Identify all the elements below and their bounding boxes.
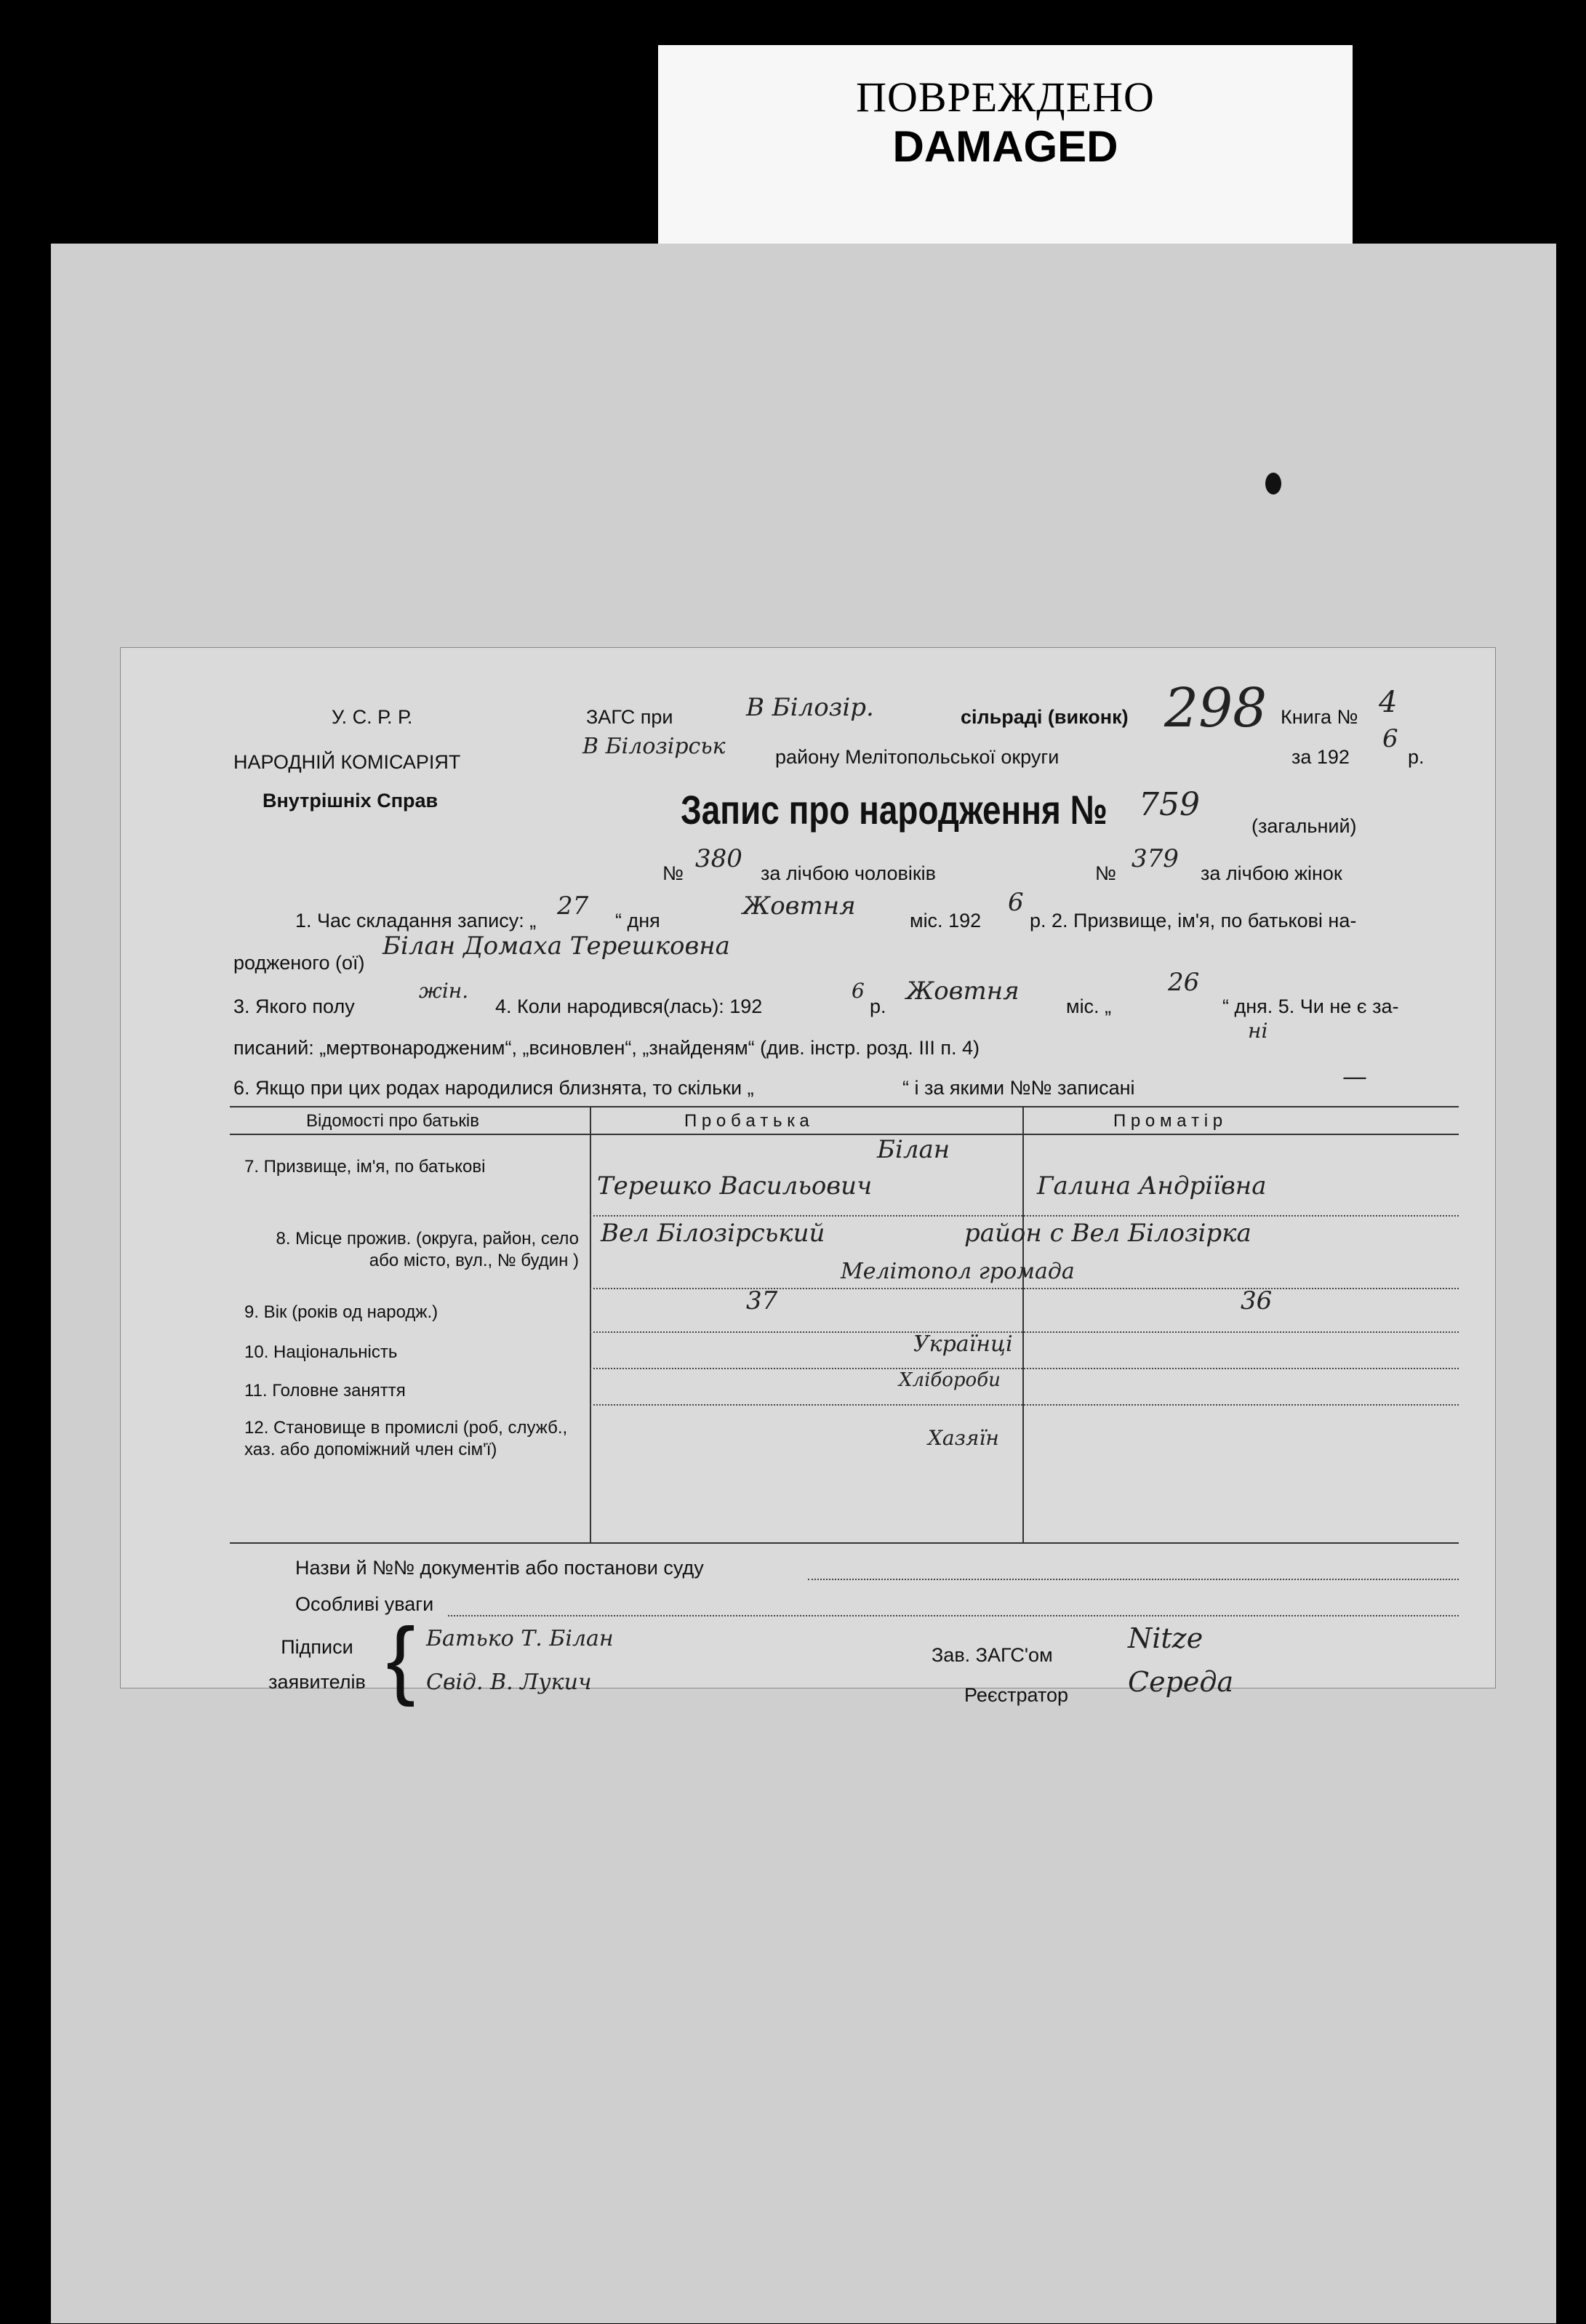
- table-top-rule: [230, 1106, 1459, 1107]
- record-month: Жовтня: [742, 891, 856, 921]
- year-prefix: за 192: [1291, 746, 1350, 768]
- mother-name: Галина Андріївна: [1037, 1171, 1267, 1201]
- record-year: 6: [1008, 888, 1024, 917]
- district-handwritten: В Білозірськ: [582, 734, 726, 759]
- status-value: Хазяїн: [928, 1426, 999, 1450]
- line3-year-suffix: р.: [870, 995, 886, 1017]
- residence-community: Мелітопол громада: [841, 1259, 1075, 1284]
- signature-father: Батько Т. Білан: [426, 1626, 614, 1651]
- birth-day: 26: [1168, 968, 1200, 997]
- line5-twins-label: 6. Якщо при цих родах народилися близнята, то скільки „: [233, 1077, 754, 1099]
- line5-numbers-label: “ і за якими №№ записані: [902, 1077, 1135, 1099]
- head-zags-signature: Nitze: [1128, 1622, 1203, 1654]
- table-head-info: Відомості про батьків: [306, 1111, 479, 1131]
- line1-day-label: “ дня: [615, 910, 660, 931]
- birth-year: 6: [852, 979, 865, 1003]
- registrar-label: Реєстратор: [964, 1684, 1069, 1706]
- table-head-father: П р о б а т ь к а: [684, 1111, 809, 1131]
- male-count: 380: [695, 844, 742, 873]
- signature-witness: Свід. В. Лукич: [426, 1670, 592, 1695]
- table-col-rule: [1022, 1106, 1024, 1542]
- female-no-label: №: [1095, 862, 1116, 884]
- table-head-mother: П р о м а т і р: [1113, 1111, 1223, 1131]
- female-count-label: за лічбою жінок: [1201, 862, 1342, 884]
- book-number-handwritten: 298: [1164, 677, 1267, 740]
- zags-label: ЗАГС при: [586, 706, 673, 728]
- mother-residence: район с Вел Білозірка: [964, 1219, 1251, 1248]
- record-number: 759: [1139, 786, 1200, 823]
- line3-day-label: “ дня. 5. Чи не є за-: [1222, 995, 1399, 1017]
- row-rule: [590, 1368, 1459, 1369]
- row-label-name: 7. Призвище, ім'я, по батькові: [244, 1157, 486, 1177]
- book-label: Книга №: [1281, 706, 1358, 728]
- line3-born-label: 4. Коли народився(лась): 192: [495, 995, 763, 1017]
- district-label: району Мелітопольської округи: [775, 746, 1060, 768]
- documents-rule: [808, 1579, 1459, 1580]
- table-head-rule: [230, 1134, 1459, 1135]
- stamp-english: DAMAGED: [892, 122, 1118, 171]
- row-label-nationality: 10. Національність: [244, 1342, 398, 1362]
- child-sex: жін.: [419, 979, 469, 1003]
- year-suffix: р.: [1408, 746, 1425, 768]
- line3-sex-label: 3. Якого полу: [233, 995, 355, 1017]
- row-rule: [590, 1215, 1459, 1217]
- stillborn-value: ні: [1248, 1019, 1268, 1043]
- signatures-brace: {: [386, 1610, 416, 1707]
- male-count-label: за лічбою чоловіків: [761, 862, 937, 884]
- stamp-ukrainian: ПОВРЕЖДЕНО: [856, 73, 1155, 121]
- birth-month: Жовтня: [906, 977, 1020, 1006]
- signatures-label: Підписи заявителів: [268, 1636, 366, 1693]
- year-value: 6: [1382, 724, 1398, 753]
- notes-rule: [448, 1615, 1459, 1616]
- table-col-rule: [590, 1106, 591, 1542]
- line1-name-label: р. 2. Призвище, ім'я, по батькові на-: [1030, 910, 1357, 931]
- row-rule: [590, 1288, 1459, 1289]
- documents-label: Назви й №№ документів або постанови суду: [295, 1557, 704, 1579]
- child-name: Білан Домаха Терешковна: [383, 931, 730, 961]
- line3-month-label: міс. „: [1066, 995, 1112, 1017]
- row-label-residence: 8. Місце прожив. (округа, район, село або місто, вул., № будин ): [276, 1229, 579, 1270]
- notes-label: Особливі уваги: [295, 1593, 434, 1615]
- selradi-label: сільраді (виконк): [961, 706, 1129, 728]
- row-rule: [590, 1404, 1459, 1406]
- mother-age: 36: [1241, 1286, 1273, 1315]
- birth-record-form: [120, 647, 1496, 1707]
- commissariat-label: НАРОДНІЙ КОМІСАРІЯТ: [233, 751, 461, 773]
- row-common-surname: Білан: [877, 1135, 950, 1164]
- nationality-value: Українці: [913, 1331, 1013, 1357]
- general-label: (загальний): [1251, 815, 1357, 837]
- row-label-status: 12. Становище в промислі (роб, служб., хаз. або допоміжний член сім'ї): [244, 1418, 568, 1459]
- zags-village-handwritten: В Білозір.: [746, 693, 874, 722]
- row-label-occupation: 11. Головне заняття: [244, 1381, 406, 1401]
- line4-label: писаний: „мертвонародженим“, „всиновлен“, „знайденям“ (див. інстр. розд. III п. 4): [233, 1037, 980, 1059]
- table-bottom-rule: [230, 1542, 1459, 1544]
- female-count: 379: [1132, 844, 1179, 873]
- record-day: 27: [557, 891, 589, 921]
- head-zags-label: Зав. ЗАГС'ом: [932, 1644, 1053, 1666]
- damaged-stamp-card: [658, 45, 1353, 263]
- male-no-label: №: [662, 862, 684, 884]
- occupation-value: Хлібороби: [899, 1369, 1001, 1391]
- book-value: 4: [1379, 686, 1398, 719]
- row-rule: [590, 1331, 1459, 1333]
- record-title: Запис про народження №: [681, 787, 1108, 833]
- internal-affairs-label: Внутрішніх Справ: [263, 790, 438, 812]
- usrr-label: У. С. Р. Р.: [332, 706, 413, 728]
- registrar-signature: Середа: [1128, 1666, 1234, 1698]
- row-label-age: 9. Вік (років од народж.): [244, 1302, 438, 1322]
- line1-month-label: міс. 192: [910, 910, 982, 931]
- line1-time-label: 1. Час складання запису: „: [295, 910, 537, 931]
- twins-value: —: [1342, 1062, 1367, 1091]
- father-name: Терешко Васильович: [597, 1171, 873, 1201]
- father-residence: Вел Білозірський: [601, 1219, 825, 1248]
- father-age: 37: [746, 1286, 778, 1315]
- line2-label: родженого (ої): [233, 952, 365, 974]
- punch-hole: [1265, 473, 1281, 494]
